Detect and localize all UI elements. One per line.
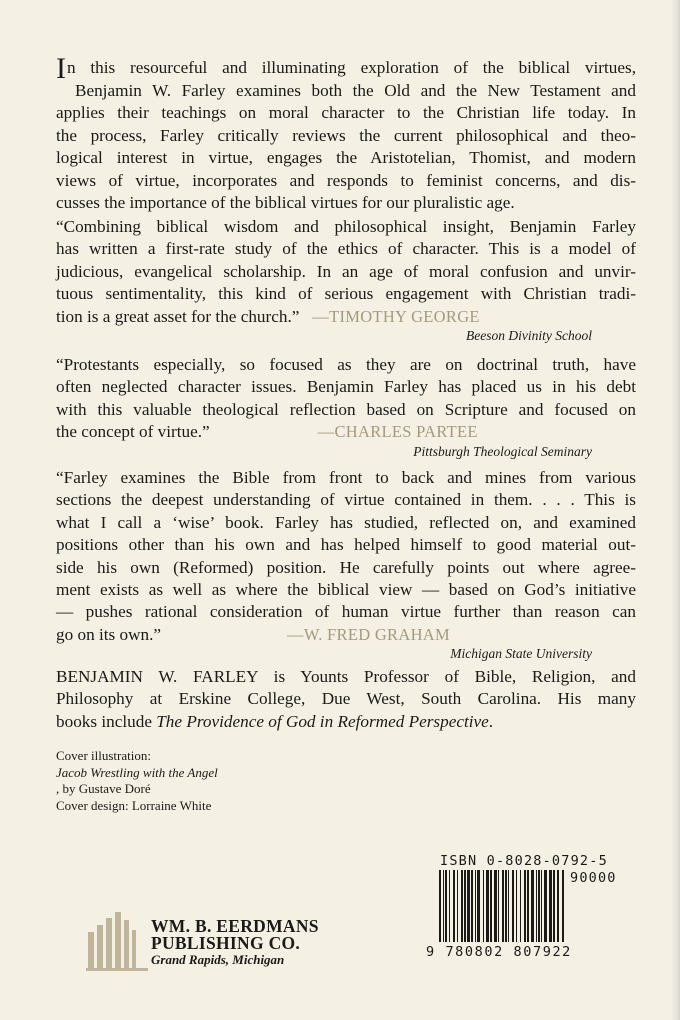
isbn-label: ISBN 0-8028-0792-5 [440,853,608,869]
design-credit: Cover design: Lorraine White [56,797,212,813]
quote-line: often neglected character issues. Benjamin Farley has placed us in his debt [56,377,636,397]
quote-line: sections the deepest understanding of virtue contained in them. . . . This is [56,490,636,510]
bio-line: Philosophy at Erskine College, Due West, South Carolina. His many [56,689,636,709]
page-edge [671,0,680,1020]
quote-line: the concept of virtue.” —CHARLES PARTEE [56,422,478,442]
quote-line: “Protestants especially, so focused as they are on doctrinal truth, have [56,355,636,374]
quote-line: — pushes rational consideration of human virtue further than reason can [56,602,636,622]
bio-line: books include The Providence of God in Reformed Perspective. [56,711,494,731]
quote-line: judicious, evangelical scholarship. In an age of moral confusion and unvir- [56,261,636,281]
intro-line: Benjamin W. Farley examines both the Old and the New Testament and [75,81,636,100]
intro-line: applies their teachings on moral character to the Christian life today. In [56,103,636,123]
quote-line: “Farley examines the Bible from front to back and mines from various [56,468,636,487]
attribution-name: —W. FRED GRAHAM [287,624,450,644]
attribution-name: —CHARLES PARTEE [317,422,478,442]
barcode-icon [437,870,572,946]
attribution-institution: Beeson Divinity School [466,328,592,344]
attribution-institution: Pittsburgh Theological Seminary [413,443,592,459]
quote-line: tuous sentimentality, this kind of serious engagement with Christian tradi- [56,284,636,304]
quote-line: ment exists as well as where the biblical view — based on God’s initiative [56,580,636,600]
quote-line: side his own (Reformed) position. He carefully points out where agree- [56,557,636,577]
bio-line: BENJAMIN W. FARLEY is Younts Professor of Bible, Religion, and [56,667,636,686]
quote-line: tion is a great asset for the church.” —TIMOTHY GEORGE [56,306,480,326]
attribution-name: —TIMOTHY GEORGE [312,306,480,326]
endorsement-charles-partee [56,354,636,459]
intro-paragraph [56,52,636,214]
quote-line: has written a first-rate study of the ethics of character. This is a model of [56,239,636,259]
drop-cap: I [56,52,66,85]
quote-line: go on its own.” —W. FRED GRAHAM [56,624,450,644]
intro-line: cusses the importance of the biblical virtues for our pluralistic age. [56,193,515,213]
illustration-credit: Cover illustration: Jacob Wrestling with the Angel , by Gustave Doré [56,748,218,796]
intro-line: In this resourceful and illuminating exploration of the biblical virtues, [56,52,636,85]
attribution-institution: Michigan State University [450,646,592,662]
book-title: The Providence of God in Reformed Perspective [156,711,489,731]
ean-number: 9 780802 807922 [426,944,572,960]
author-bio [56,666,636,733]
publisher-name [151,918,319,967]
publisher-logo-icon [86,910,148,972]
quote-line: what I call a ‘wise’ book. Farley has studied, reflected on, and examined [56,512,636,532]
cover-credits [56,748,218,814]
quote-line: with this valuable theological reflection based on Scripture and focused on [56,399,636,419]
publisher-line: PUBLISHING CO. [151,933,301,953]
quote-line: “Combining biblical wisdom and philosophical insight, Benjamin Farley [56,217,636,236]
publisher-line: WM. B. EERDMANS [151,916,319,936]
intro-line: logical interest in virtue, engages the Aristotelian, Thomist, and modern [56,148,636,168]
intro-line: the process, Farley critically reviews the current philosophical and theo- [56,125,636,145]
endorsement-w-fred-graham [56,467,636,662]
intro-line: views of virtue, incorporates and responds to feminist concerns, and dis- [56,170,636,190]
quote-line: positions other than his own and has helped himself to good material out- [56,535,636,555]
publisher-city: Grand Rapids, Michigan [151,952,285,967]
endorsement-timothy-george [56,216,636,344]
price-addon-code: 90000 [570,870,617,886]
